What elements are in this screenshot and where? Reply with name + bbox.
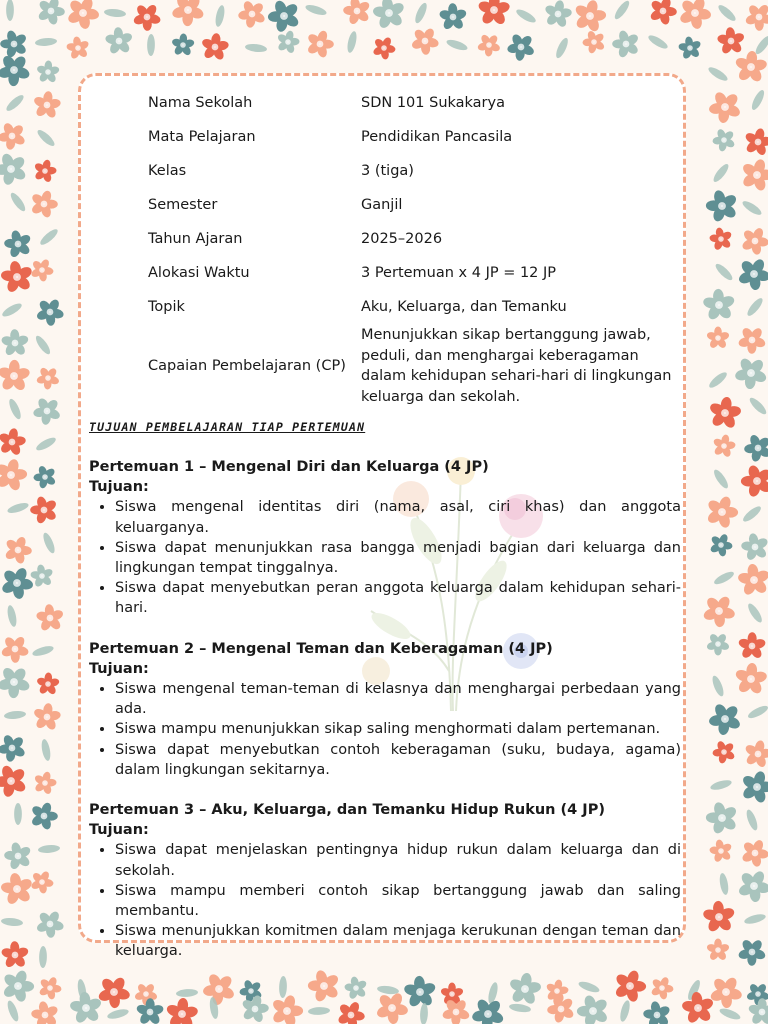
flower-icon — [69, 991, 103, 1024]
leaf-icon — [612, 0, 631, 21]
objective-item: • Siswa mampu memberi contoh sikap bertanggung jawab dan saling membantu. — [115, 881, 681, 921]
objective-item: • Siswa mengenal identitas diri (nama, asal, ciri khas) dan anggota keluarganya. — [115, 497, 681, 537]
flower-icon — [0, 872, 33, 906]
meeting-1 — [89, 457, 681, 619]
leaf-icon — [245, 43, 268, 53]
flower-icon — [702, 901, 736, 934]
flower-icon — [737, 938, 766, 966]
flower-icon — [741, 839, 768, 868]
flower-icon — [0, 360, 31, 393]
flower-icon — [712, 740, 736, 764]
flower-icon — [577, 994, 609, 1024]
leaf-icon — [176, 988, 198, 997]
lesson-info-table — [148, 86, 678, 408]
info-label: Topik — [148, 298, 185, 315]
leaf-icon — [413, 1, 429, 24]
flower-icon — [737, 563, 768, 596]
flower-icon — [678, 0, 711, 30]
flower-icon — [4, 535, 32, 564]
info-label: Capaian Pembelajaran (CP) — [148, 357, 346, 374]
flower-icon — [708, 396, 742, 429]
info-label: Kelas — [148, 162, 187, 179]
flower-icon — [66, 36, 90, 60]
flower-icon — [30, 189, 58, 218]
flower-icon — [0, 666, 31, 699]
leaf-icon — [1, 917, 24, 927]
info-label: Alokasi Waktu — [148, 264, 250, 281]
flower-icon — [4, 230, 32, 259]
leaf-icon — [709, 778, 732, 791]
leaf-icon — [104, 8, 127, 18]
objectives-label: Tujuan: — [89, 822, 149, 839]
info-row — [148, 256, 678, 290]
flower-icon — [706, 632, 730, 655]
leaf-icon — [710, 674, 725, 697]
flower-icon — [737, 632, 766, 660]
flower-icon — [681, 991, 715, 1024]
info-label: Mata Pelajaran — [148, 128, 256, 145]
info-row — [148, 290, 678, 324]
flower-icon — [734, 50, 768, 83]
objective-item: • Siswa mampu menunjukkan sikap saling menghormati dalam pertemanan. — [115, 719, 681, 739]
flower-icon — [741, 770, 768, 804]
flower-icon — [36, 910, 65, 938]
flower-icon — [741, 158, 768, 192]
info-value: 3 (tiga) — [361, 162, 414, 179]
info-row — [148, 120, 678, 154]
leaf-icon — [718, 1006, 741, 1021]
objective-item: • Siswa mengenal teman-teman di kelasnya dan menghargai perbedaan yang ada. — [115, 679, 681, 719]
objective-item: • Siswa dapat menyebutkan contoh keberagaman (suku, budaya, agama) dalam lingkungan sekitarnya. — [115, 740, 681, 780]
objective-item: • Siswa dapat menunjukkan rasa bangga menjadi bagian dari keluarga dan lingkungan tempat tinggalnya. — [115, 538, 681, 578]
flower-icon — [276, 30, 299, 54]
info-value: SDN 101 Sukakarya — [361, 94, 505, 111]
flower-icon — [66, 0, 99, 30]
leaf-icon — [577, 980, 600, 995]
flower-icon — [38, 976, 62, 1000]
meeting-2 — [89, 639, 681, 780]
info-row — [148, 154, 678, 188]
leaf-icon — [712, 468, 731, 491]
flower-icon — [734, 356, 768, 389]
flower-icon — [734, 662, 768, 695]
objective-item: • Siswa menunjukkan komitmen dalam menjaga kerukunan dengan teman dan keluarga. — [115, 921, 681, 961]
flower-icon — [33, 159, 56, 183]
leaf-icon — [34, 334, 53, 356]
flower-icon — [0, 29, 28, 58]
info-label: Nama Sekolah — [148, 94, 253, 111]
flower-icon — [678, 36, 702, 60]
info-row — [148, 86, 678, 120]
flower-icon — [201, 33, 230, 62]
flower-icon — [33, 703, 62, 732]
info-value: 3 Pertemuan x 4 JP = 12 JP — [361, 264, 557, 281]
flower-icon — [744, 740, 768, 769]
leaf-icon — [647, 33, 670, 51]
leaf-icon — [746, 602, 764, 625]
flower-icon — [343, 0, 371, 26]
flower-icon — [702, 595, 736, 628]
leaf-icon — [8, 191, 27, 213]
leaf-icon — [35, 128, 56, 149]
flower-icon — [0, 428, 26, 457]
leaf-icon — [1, 301, 24, 319]
flower-icon — [744, 434, 768, 463]
leaf-icon — [4, 93, 26, 113]
flower-icon — [708, 90, 742, 123]
leaf-icon — [39, 946, 47, 968]
flower-icon — [0, 54, 31, 87]
section-title: TUJUAN PEMBELAJARAN TIAP PERTEMUAN — [89, 420, 366, 434]
flower-icon — [36, 366, 60, 389]
flower-icon — [33, 771, 56, 795]
leaf-icon — [35, 435, 58, 452]
flower-icon — [544, 0, 573, 28]
flower-icon — [0, 329, 29, 357]
info-row — [148, 188, 678, 222]
flower-icon — [477, 0, 511, 26]
info-value: 2025–2026 — [361, 230, 443, 247]
flower-icon — [30, 564, 54, 588]
leaf-icon — [6, 604, 18, 627]
flower-icon — [706, 189, 739, 223]
flower-icon — [582, 30, 605, 54]
objectives-label: Tujuan: — [89, 479, 149, 496]
leaf-icon — [753, 34, 768, 56]
flower-icon — [4, 842, 32, 871]
leaf-icon — [377, 985, 400, 996]
objectives-list — [89, 497, 681, 618]
leaf-icon — [718, 872, 729, 895]
leaf-icon — [716, 3, 738, 23]
flower-icon — [438, 3, 467, 31]
info-row — [148, 222, 678, 256]
leaf-icon — [40, 738, 52, 761]
flower-icon — [0, 458, 27, 492]
objectives-label: Tujuan: — [89, 660, 149, 677]
meeting-3 — [89, 800, 681, 962]
leaf-icon — [31, 644, 54, 658]
leaf-icon — [713, 262, 734, 283]
objectives-list — [89, 679, 681, 780]
objective-item: • Siswa dapat menjelaskan pentingnya hidup rukun dalam keluarga dan di sekolah. — [115, 840, 681, 880]
meeting-title: Pertemuan 1 – Mengenal Diri dan Keluarga (4 JP) — [89, 459, 489, 475]
flower-icon — [737, 257, 768, 290]
leaf-icon — [487, 981, 500, 1004]
flower-icon — [372, 0, 405, 30]
flower-icon — [709, 976, 743, 1009]
leaf-icon — [4, 710, 27, 720]
leaf-icon — [147, 34, 155, 56]
flower-icon — [477, 33, 501, 56]
flower-icon — [30, 870, 54, 894]
flower-icon — [574, 0, 607, 33]
leaf-icon — [106, 1007, 129, 1020]
flower-icon — [737, 869, 768, 902]
flower-icon — [737, 326, 766, 354]
leaf-icon — [750, 88, 767, 111]
flower-icon — [0, 764, 27, 798]
flower-icon — [706, 327, 730, 350]
flower-icon — [744, 128, 768, 157]
flower-icon — [372, 36, 396, 60]
info-value: Ganjil — [361, 196, 403, 213]
leaf-icon — [707, 370, 729, 390]
flower-icon — [708, 702, 742, 735]
flower-icon — [702, 289, 736, 322]
leaf-icon — [6, 501, 29, 515]
flower-icon — [36, 298, 65, 326]
flower-icon — [171, 0, 205, 26]
flower-icon — [36, 604, 65, 632]
flower-icon — [33, 465, 56, 489]
flower-icon — [337, 1001, 366, 1024]
leaf-icon — [618, 999, 631, 1022]
leaf-icon — [515, 7, 538, 25]
flower-icon — [36, 60, 60, 83]
flower-icon — [0, 566, 33, 600]
leaf-icon — [308, 1007, 330, 1016]
leaf-icon — [743, 912, 766, 925]
flower-icon — [712, 434, 736, 458]
flower-icon — [0, 122, 26, 151]
flower-icon — [471, 997, 505, 1024]
flower-icon — [241, 995, 269, 1024]
flower-icon — [709, 839, 733, 863]
flower-icon — [706, 801, 739, 835]
flower-icon — [30, 495, 58, 524]
info-value: Menunjukkan sikap bertanggung jawab, peduli, dan menghargai keberagaman dalam kehidupan sehari-hari di lingkungan keluarga dan sekolah. — [361, 327, 672, 405]
leaf-icon — [445, 38, 468, 52]
flower-icon — [0, 635, 29, 663]
flower-icon — [375, 991, 409, 1024]
flower-icon — [643, 1001, 672, 1024]
flower-icon — [649, 0, 677, 25]
flower-icon — [271, 994, 303, 1024]
flower-icon — [741, 533, 768, 562]
leaf-icon — [38, 227, 60, 247]
flower-icon — [744, 3, 768, 31]
leaf-icon — [741, 504, 763, 524]
leaf-icon — [41, 531, 57, 554]
objective-item: • Siswa dapat menyebutkan peran anggota keluarga dalam kehidupan sehari-hari. — [115, 578, 681, 618]
learning-objectives — [89, 417, 681, 982]
flower-icon — [709, 533, 733, 557]
flower-icon — [507, 33, 536, 62]
flower-icon — [2, 969, 35, 1003]
info-label: Tahun Ajaran — [148, 230, 243, 247]
flower-icon — [717, 27, 746, 55]
flower-icon — [132, 3, 161, 31]
leaf-icon — [304, 3, 327, 17]
flower-icon — [0, 152, 27, 186]
flower-icon — [0, 260, 33, 294]
leaf-icon — [509, 1002, 532, 1013]
info-value: Aku, Keluarga, dan Temanku — [361, 298, 567, 315]
flower-icon — [709, 227, 733, 251]
flower-icon — [36, 672, 60, 695]
leaf-icon — [744, 808, 759, 831]
leaf-icon — [214, 4, 226, 27]
document-card — [78, 73, 686, 960]
info-label: Semester — [148, 196, 218, 213]
flower-icon — [33, 91, 62, 120]
meeting-title: Pertemuan 2 – Mengenal Teman dan Keberagaman (4 JP) — [89, 640, 553, 657]
leaf-icon — [554, 36, 570, 59]
leaf-icon — [707, 65, 730, 83]
objectives-list — [89, 840, 681, 961]
flower-icon — [33, 397, 62, 426]
leaf-icon — [14, 803, 22, 825]
leaf-icon — [746, 704, 768, 721]
flower-icon — [171, 33, 195, 56]
info-value: Pendidikan Pancasila — [361, 128, 513, 145]
leaf-icon — [6, 0, 14, 21]
leaf-icon — [711, 162, 731, 184]
leaf-icon — [420, 1003, 429, 1024]
leaf-icon — [38, 844, 61, 854]
flower-icon — [0, 941, 29, 969]
flower-icon — [135, 998, 164, 1024]
leaf-icon — [7, 397, 23, 420]
leaf-icon — [5, 999, 20, 1022]
leaf-icon — [346, 30, 358, 53]
flower-icon — [612, 29, 640, 58]
leaf-icon — [35, 37, 58, 47]
flower-icon — [31, 1001, 60, 1024]
leaf-icon — [747, 395, 768, 416]
leaf-icon — [741, 199, 764, 217]
flower-icon — [741, 464, 768, 498]
meeting-title: Pertemuan 3 – Aku, Keluarga, dan Temanku Hidup Rukun (4 JP) — [89, 802, 605, 819]
flower-icon — [37, 0, 65, 25]
flower-icon — [411, 27, 440, 55]
flower-icon — [741, 227, 768, 256]
flower-icon — [0, 734, 26, 763]
flower-icon — [268, 0, 301, 33]
leaf-icon — [745, 296, 765, 318]
flower-icon — [706, 939, 730, 962]
flower-icon — [105, 27, 134, 55]
leaf-icon — [712, 569, 735, 586]
flower-icon — [706, 495, 739, 529]
flower-icon — [238, 0, 267, 28]
info-row — [148, 324, 678, 408]
flower-icon — [30, 258, 54, 282]
flower-icon — [712, 128, 736, 152]
flower-icon — [306, 29, 334, 58]
flower-icon — [134, 982, 158, 1005]
flower-icon — [165, 997, 199, 1024]
flower-icon — [30, 801, 58, 830]
